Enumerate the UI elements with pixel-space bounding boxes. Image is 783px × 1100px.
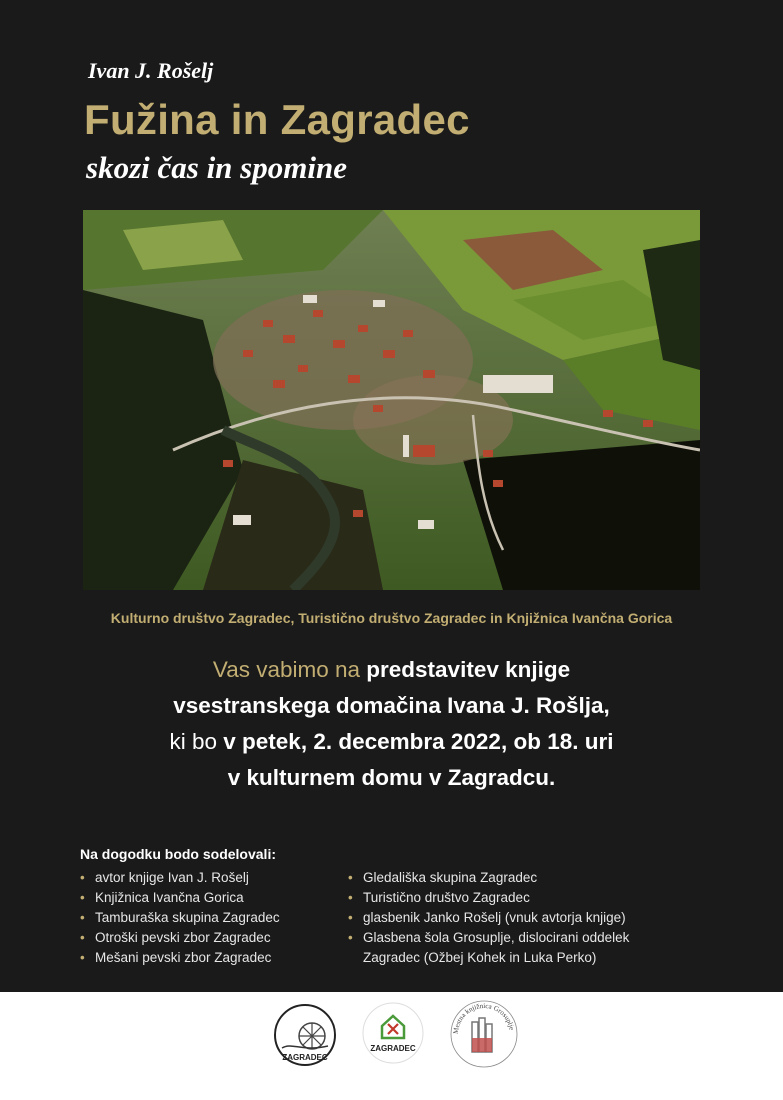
list-item: • Knjižnica Ivančna Gorica [80,890,244,905]
invitation-line-3b: v petek, 2. decembra 2022, ob 18. uri [223,729,614,754]
library-logo [448,998,520,1070]
participants-title: Na dogodku bodo sodelovali: [80,846,276,862]
logos-row [0,998,783,1098]
list-item: • Turistično društvo Zagradec [348,890,530,905]
kd-zagradec-logo [272,1002,338,1068]
list-item: • Gledališka skupina Zagradec [348,870,538,885]
list-item: • Glasbena šola Grosuplje, dislocirani oddelek Zagradec (Ožbej Kohek in Luka Perko) [348,930,630,965]
list-item: • Mešani pevski zbor Zagradec [80,950,272,965]
list-item: • glasbenik Janko Rošelj (vnuk avtorja knjige) [348,910,626,925]
book-title: Fužina in Zagradec [84,96,470,143]
svg-text:ZAGRADEC: ZAGRADEC [370,1044,416,1053]
list-item: • Tamburaška skupina Zagradec [80,910,280,925]
invitation-line-1 [0,652,783,688]
svg-text:Mestna knjižnica Grosuplje: Mestna knjižnica Grosuplje [451,1001,516,1035]
list-item: • Otroški pevski zbor Zagradec [80,930,271,945]
invitation-line-3 [0,724,783,760]
td-zagradec-logo [360,1000,426,1066]
svg-text:ZAGRADEC: ZAGRADEC [282,1053,328,1062]
book-subtitle: skozi čas in spomine [86,150,347,185]
invitation-text [0,652,783,796]
author-name: Ivan J. Rošelj [88,58,214,83]
aerial-photo [83,210,700,590]
participants-list-left [80,868,280,968]
invitation-line-3a: ki bo [169,729,224,754]
organizers-line: Kulturno društvo Zagradec, Turistično društvo Zagradec in Knjižnica Ivančna Gorica [110,610,673,626]
participants-list-right [348,868,678,968]
invitation-line-2: vsestranskega domačina Ivana J. Rošlja, [173,693,610,718]
invitation-line-1b: predstavitev knjige [366,657,571,682]
invitation-line-4: v kulturnem domu v Zagradcu. [227,765,556,790]
list-item: • avtor knjige Ivan J. Rošelj [80,870,249,885]
invitation-line-1a: Vas vabimo na [212,657,367,682]
